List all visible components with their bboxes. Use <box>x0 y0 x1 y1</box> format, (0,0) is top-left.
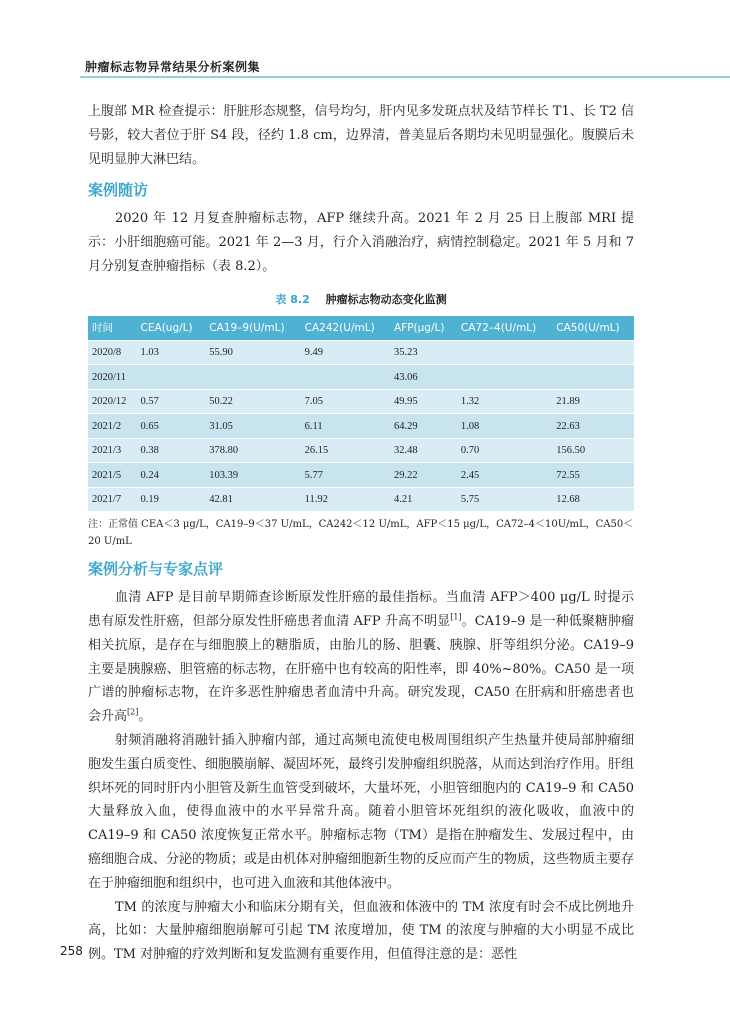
header-rule <box>80 76 730 78</box>
table-value-cell <box>457 365 552 390</box>
table-date-cell: 2021/2 <box>88 414 137 439</box>
table-value-cell <box>301 365 390 390</box>
table-value-cell: 2.45 <box>457 463 552 488</box>
table-value-cell <box>205 365 300 390</box>
running-header: 肿瘤标志物异常结果分析案例集 <box>85 60 261 74</box>
analysis-p1-text-b: 。CA19–9 是一种低聚糖肿瘤相关抗原，是存在与细胞膜上的糖脂质，由胎儿的肠、胆囊、胰腺、肝等组织分泌。CA19–9 主要是胰腺癌、胆管癌的标志物，在肝癌中也有较高的阳性率，即 40%~80%。CA50 是一项广谱的肿瘤标志物，在许多恶性肿瘤患者血清中升高。研究发现，CA50 在肝病和肝癌患者也会升高 <box>88 614 635 725</box>
table-body <box>88 340 634 511</box>
page-content <box>88 100 634 967</box>
analysis-p1-text-a: 血清 AFP 是目前早期筛查诊断原发性肝癌的最佳指标。当血清 AFP＞400 μg/L 时提示患有原发性肝癌，但部分原发性肝癌患者血清 AFP 升高不明显 <box>88 590 634 630</box>
table-value-cell: 22.63 <box>552 414 634 439</box>
table-value-cell: 5.77 <box>301 463 390 488</box>
table-date-cell: 2021/5 <box>88 463 137 488</box>
table-row <box>88 438 634 463</box>
table-header-cell: CA19–9(U/mL) <box>205 316 300 341</box>
table-row <box>88 389 634 414</box>
table-value-cell: 21.89 <box>552 389 634 414</box>
table-value-cell: 11.92 <box>301 487 390 511</box>
table-value-cell: 55.90 <box>205 340 300 365</box>
table-date-cell: 2021/3 <box>88 438 137 463</box>
table-row <box>88 414 634 439</box>
table-note: 注：正常值 CEA＜3 μg/L，CA19–9＜37 U/mL，CA242＜12 U/mL，AFP＜15 μg/L，CA72–4＜10U/mL，CA50＜20 U/mL <box>88 519 634 548</box>
table-value-cell: 0.65 <box>137 414 206 439</box>
intro-paragraph: 上腹部 MR 检查提示：肝脏形态规整，信号均匀，肝内见多发斑点状及结节样长 T1、长 T2 信号影，较大者位于肝 S4 段，径约 1.8 cm，边界清，普美显后各期均未见明显强化。腹膜后未见明显肿大淋巴结。 <box>88 104 634 167</box>
followup-paragraph: 2020 年 12 月复查肿瘤标志物，AFP 继续升高。2021 年 2 月 25 日上腹部 MRI 提示：小肝细胞癌可能。2021 年 2—3 月，行介入消融治疗，病情控制稳定。2021 年 5 月和 7 月分别复查肿瘤指标（表 8.2）。 <box>88 211 634 274</box>
table-value-cell <box>137 365 206 390</box>
table-header-cell: AFP(μg/L) <box>390 316 457 341</box>
table-header-row <box>88 316 634 341</box>
table-value-cell: 1.03 <box>137 340 206 365</box>
table-value-cell: 6.11 <box>301 414 390 439</box>
table-value-cell: 103.39 <box>205 463 300 488</box>
table-value-cell: 32.48 <box>390 438 457 463</box>
table-value-cell <box>552 365 634 390</box>
table-value-cell <box>457 340 552 365</box>
table-caption <box>88 291 634 307</box>
table-value-cell: 4.21 <box>390 487 457 511</box>
table-header-cell: CEA(ug/L) <box>137 316 206 341</box>
table-value-cell: 42.81 <box>205 487 300 511</box>
tumor-marker-table <box>88 316 634 512</box>
table-value-cell: 64.29 <box>390 414 457 439</box>
analysis-p1-text-c: 。 <box>138 709 152 725</box>
table-header-cell: 时间 <box>88 316 137 341</box>
table-header-cell: CA50(U/mL) <box>552 316 634 341</box>
citation-ref-1: [1] <box>450 612 462 622</box>
table-value-cell: 31.05 <box>205 414 300 439</box>
table-value-cell: 0.38 <box>137 438 206 463</box>
table-value-cell: 29.22 <box>390 463 457 488</box>
table-value-cell: 156.50 <box>552 438 634 463</box>
table-value-cell: 7.05 <box>301 389 390 414</box>
table-header-cell: CA242(U/mL) <box>301 316 390 341</box>
table-value-cell: 5.75 <box>457 487 552 511</box>
table-value-cell: 378.80 <box>205 438 300 463</box>
table-date-cell: 2020/12 <box>88 389 137 414</box>
analysis-paragraph-1 <box>88 586 634 729</box>
table-value-cell: 49.95 <box>390 389 457 414</box>
table-caption-number: 表 8.2 <box>275 292 310 306</box>
table-value-cell: 1.08 <box>457 414 552 439</box>
table-row <box>88 463 634 488</box>
table-value-cell <box>552 340 634 365</box>
table-value-cell: 43.06 <box>390 365 457 390</box>
table-header-cell: CA72–4(U/mL) <box>457 316 552 341</box>
table-value-cell: 72.55 <box>552 463 634 488</box>
table-value-cell: 0.57 <box>137 389 206 414</box>
table-date-cell: 2020/8 <box>88 340 137 365</box>
table-caption-title: 肿瘤标志物动态变化监测 <box>325 292 447 306</box>
followup-heading: 案例随访 <box>88 181 149 200</box>
analysis-paragraph-2: 射频消融将消融针插入肿瘤内部，通过高频电流使电极周围组织产生热量并使局部肿瘤细胞发生蛋白质变性、细胞膜崩解、凝固坏死，最终引发肿瘤组织脱落，从而达到治疗作用。肝组织坏死的同时肝内小胆管及新生血管受到破坏，大量坏死，小胆管细胞内的 CA19–9 和 CA50 大量释放入血，使得血液中的水平异常升高。随着小胆管坏死组织的液化吸收，血液中的 CA19–9 和 CA50 浓度恢复正常水平。肿瘤标志物（TM）是指在肿瘤发生、发展过程中，由癌细胞合成、分泌的物质；或是由机体对肿瘤细胞新生物的反应而产生的物质，这些物质主要存在于肿瘤细胞和组织中，也可进入血液和其他体液中。 <box>88 733 635 891</box>
page-number: 258 <box>60 944 83 958</box>
analysis-paragraph-3: TM 的浓度与肿瘤大小和临床分期有关，但血液和体液中的 TM 浓度有时会不成比例地升高，比如：大量肿瘤细胞崩解可引起 TM 浓度增加，使 TM 的浓度与肿瘤的大小明显不成比例。TM 对肿瘤的疗效判断和复发监测有重要作用，但值得注意的是：恶性 <box>88 899 634 963</box>
citation-ref-2: [2] <box>127 707 139 717</box>
table-date-cell: 2020/11 <box>88 365 137 390</box>
table-value-cell: 35.23 <box>390 340 457 365</box>
table-value-cell: 0.19 <box>137 487 206 511</box>
table-row <box>88 365 634 390</box>
table-row <box>88 340 634 365</box>
table-value-cell: 1.32 <box>457 389 552 414</box>
table-date-cell: 2021/7 <box>88 487 137 511</box>
table-row <box>88 487 634 511</box>
analysis-heading: 案例分析与专家点评 <box>88 560 224 579</box>
table-value-cell: 0.24 <box>137 463 206 488</box>
table-value-cell: 12.68 <box>552 487 634 511</box>
table-value-cell: 9.49 <box>301 340 390 365</box>
table-value-cell: 0.70 <box>457 438 552 463</box>
table-value-cell: 26.15 <box>301 438 390 463</box>
table-value-cell: 50.22 <box>205 389 300 414</box>
